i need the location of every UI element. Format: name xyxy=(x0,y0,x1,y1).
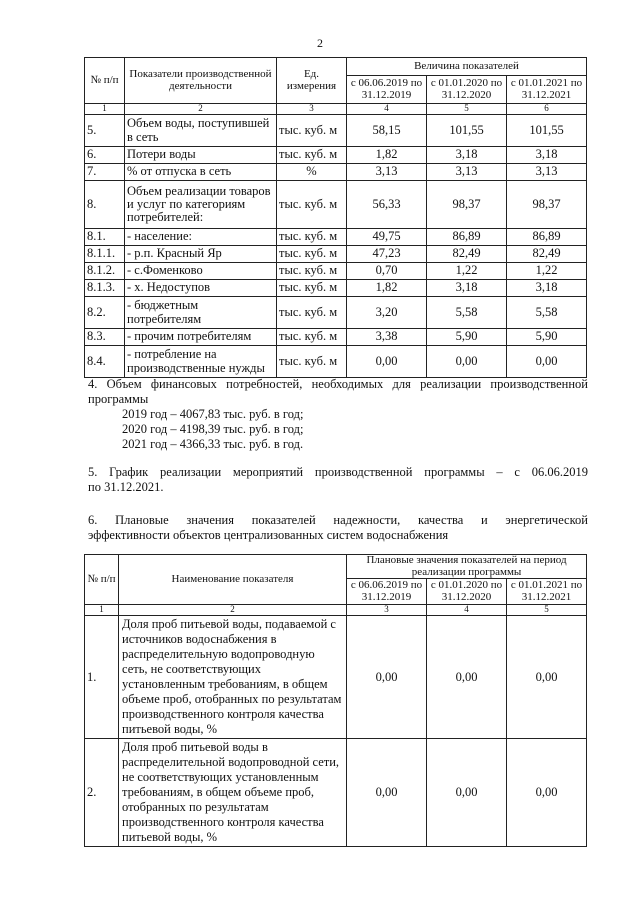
section-4-line-1: 4. Объем финансовых потребностей, необходимых для реализации производственной xyxy=(88,377,588,391)
table-row xyxy=(85,164,587,181)
row-num: 7. xyxy=(85,164,125,181)
row-name: - население: xyxy=(125,229,277,246)
row-unit: тыс. куб. м xyxy=(277,181,347,229)
row-name: % от отпуска в сеть xyxy=(125,164,277,181)
row-value-3: 1,22 xyxy=(507,263,587,280)
row-num: 8.1. xyxy=(85,229,125,246)
table-row xyxy=(85,147,587,164)
row-name: - р.п. Красный Яр xyxy=(125,246,277,263)
row-num: 8.4. xyxy=(85,346,125,378)
row-value-2: 3,18 xyxy=(427,280,507,297)
row-value-1: 49,75 xyxy=(347,229,427,246)
row-value-3: 3,18 xyxy=(507,280,587,297)
table-row xyxy=(85,616,587,739)
header-values-group: Плановые значения показателей на период реализации программы xyxy=(347,555,587,579)
row-value-3: 101,55 xyxy=(507,115,587,147)
row-value-1: 1,82 xyxy=(347,280,427,297)
row-value-3: 5,90 xyxy=(507,329,587,346)
row-value-3: 86,89 xyxy=(507,229,587,246)
header-period-1: с 06.06.2019 по 31.12.2019 xyxy=(347,76,427,104)
row-value-2: 5,58 xyxy=(427,297,507,329)
row-num: 8. xyxy=(85,181,125,229)
row-value-1: 3,20 xyxy=(347,297,427,329)
row-num: 5. xyxy=(85,115,125,147)
header-period-2: с 01.01.2020 по 31.12.2020 xyxy=(427,76,507,104)
table-row xyxy=(85,739,587,847)
row-value-2: 0,00 xyxy=(427,346,507,378)
row-num: 6. xyxy=(85,147,125,164)
col-number: 2 xyxy=(125,104,277,115)
row-unit: тыс. куб. м xyxy=(277,346,347,378)
table-row xyxy=(85,115,587,147)
section-5-line-2: по 31.12.2021. xyxy=(88,480,164,494)
table-row xyxy=(85,246,587,263)
row-name: - прочим потребителям xyxy=(125,329,277,346)
row-name: Потери воды xyxy=(125,147,277,164)
header-unit: Ед. измерения xyxy=(277,58,347,104)
header-num: № п/п xyxy=(85,555,119,605)
row-value-1: 1,82 xyxy=(347,147,427,164)
row-unit: тыс. куб. м xyxy=(277,246,347,263)
row-value-2: 1,22 xyxy=(427,263,507,280)
row-unit: тыс. куб. м xyxy=(277,115,347,147)
row-value-2: 101,55 xyxy=(427,115,507,147)
section-6-line-2: эффективности объектов централизованных систем водоснабжения xyxy=(88,528,449,542)
row-value-3: 5,58 xyxy=(507,297,587,329)
section-5-line-1: 5. График реализации мероприятий производственной программы – с 06.06.2019 xyxy=(88,465,588,479)
col-number: 5 xyxy=(507,605,587,616)
header-name: Наименование показателя xyxy=(119,555,347,605)
row-unit: % xyxy=(277,164,347,181)
table-row xyxy=(85,297,587,329)
row-value-2: 98,37 xyxy=(427,181,507,229)
row-unit: тыс. куб. м xyxy=(277,297,347,329)
section-4-year-2020: 2020 год – 4198,39 тыс. руб. в год; xyxy=(122,422,304,436)
row-value-1: 3,13 xyxy=(347,164,427,181)
col-number: 4 xyxy=(347,104,427,115)
row-value-3: 3,13 xyxy=(507,164,587,181)
row-unit: тыс. куб. м xyxy=(277,263,347,280)
header-num: № п/п xyxy=(85,58,125,104)
production-indicators-table xyxy=(84,57,587,378)
row-name: - бюджетным потребителям xyxy=(125,297,277,329)
table-row xyxy=(85,346,587,378)
row-unit: тыс. куб. м xyxy=(277,229,347,246)
row-name: - потребление на производственные нужды xyxy=(125,346,277,378)
table-row xyxy=(85,263,587,280)
col-number: 3 xyxy=(347,605,427,616)
row-value-2: 3,18 xyxy=(427,147,507,164)
row-unit: тыс. куб. м xyxy=(277,329,347,346)
header-period-3: с 01.01.2021 по 31.12.2021 xyxy=(507,76,587,104)
row-value-3: 0,00 xyxy=(507,616,587,739)
quality-indicators-table xyxy=(84,554,587,847)
table-row xyxy=(85,329,587,346)
row-value-1: 58,15 xyxy=(347,115,427,147)
row-value-1: 0,00 xyxy=(347,346,427,378)
row-value-1: 0,70 xyxy=(347,263,427,280)
row-name: Доля проб питьевой воды, подаваемой с источников водоснабжения в распределительную водопроводную сеть, не соответствующих установленным требованиям, в общем объеме проб, отобранных по результатам производственного контроля качества питьевой воды, % xyxy=(119,616,347,739)
header-values-group: Величина показателей xyxy=(347,58,587,76)
header-period-1: с 06.06.2019 по 31.12.2019 xyxy=(347,579,427,605)
row-unit: тыс. куб. м xyxy=(277,147,347,164)
row-num: 2. xyxy=(85,739,119,847)
row-name: - х. Недоступов xyxy=(125,280,277,297)
row-name: Объем воды, поступившей в сеть xyxy=(125,115,277,147)
row-name: - с.Фоменково xyxy=(125,263,277,280)
row-value-2: 3,13 xyxy=(427,164,507,181)
section-4 xyxy=(88,377,588,452)
row-value-2: 0,00 xyxy=(427,616,507,739)
row-num: 1. xyxy=(85,616,119,739)
row-name: Объем реализации товаров и услуг по категориям потребителей: xyxy=(125,181,277,229)
col-number: 1 xyxy=(85,605,119,616)
row-value-1: 47,23 xyxy=(347,246,427,263)
row-value-2: 82,49 xyxy=(427,246,507,263)
section-4-year-2021: 2021 год – 4366,33 тыс. руб. в год. xyxy=(122,437,304,451)
table-row xyxy=(85,280,587,297)
row-value-2: 0,00 xyxy=(427,739,507,847)
section-6-line-1: 6. Плановые значения показателей надежности, качества и энергетической xyxy=(88,513,588,527)
section-6 xyxy=(88,513,588,543)
row-unit: тыс. куб. м xyxy=(277,280,347,297)
row-value-2: 5,90 xyxy=(427,329,507,346)
col-number: 2 xyxy=(119,605,347,616)
row-value-3: 82,49 xyxy=(507,246,587,263)
table-row xyxy=(85,229,587,246)
row-value-3: 0,00 xyxy=(507,346,587,378)
header-period-2: с 01.01.2020 по 31.12.2020 xyxy=(427,579,507,605)
col-number: 5 xyxy=(427,104,507,115)
section-4-line-2: программы xyxy=(88,392,149,406)
header-period-3: с 01.01.2021 по 31.12.2021 xyxy=(507,579,587,605)
col-number: 4 xyxy=(427,605,507,616)
col-number: 3 xyxy=(277,104,347,115)
section-5 xyxy=(88,465,588,495)
row-num: 8.2. xyxy=(85,297,125,329)
row-value-1: 0,00 xyxy=(347,739,427,847)
row-value-3: 0,00 xyxy=(507,739,587,847)
header-indicator: Показатели производственной деятельности xyxy=(125,58,277,104)
row-value-3: 98,37 xyxy=(507,181,587,229)
col-number: 6 xyxy=(507,104,587,115)
row-value-1: 56,33 xyxy=(347,181,427,229)
table-row xyxy=(85,181,587,229)
col-number: 1 xyxy=(85,104,125,115)
row-num: 8.1.3. xyxy=(85,280,125,297)
row-name: Доля проб питьевой воды в распределительной водопроводной сети, не соответствующих установленным требованиям, в общем объеме проб, отобранных по результатам производственного контроля качества питьевой воды, % xyxy=(119,739,347,847)
row-num: 8.1.2. xyxy=(85,263,125,280)
row-value-1: 0,00 xyxy=(347,616,427,739)
row-value-2: 86,89 xyxy=(427,229,507,246)
row-num: 8.1.1. xyxy=(85,246,125,263)
row-value-1: 3,38 xyxy=(347,329,427,346)
section-4-year-2019: 2019 год – 4067,83 тыс. руб. в год; xyxy=(122,407,304,421)
row-num: 8.3. xyxy=(85,329,125,346)
page-number: 2 xyxy=(317,36,323,50)
row-value-3: 3,18 xyxy=(507,147,587,164)
